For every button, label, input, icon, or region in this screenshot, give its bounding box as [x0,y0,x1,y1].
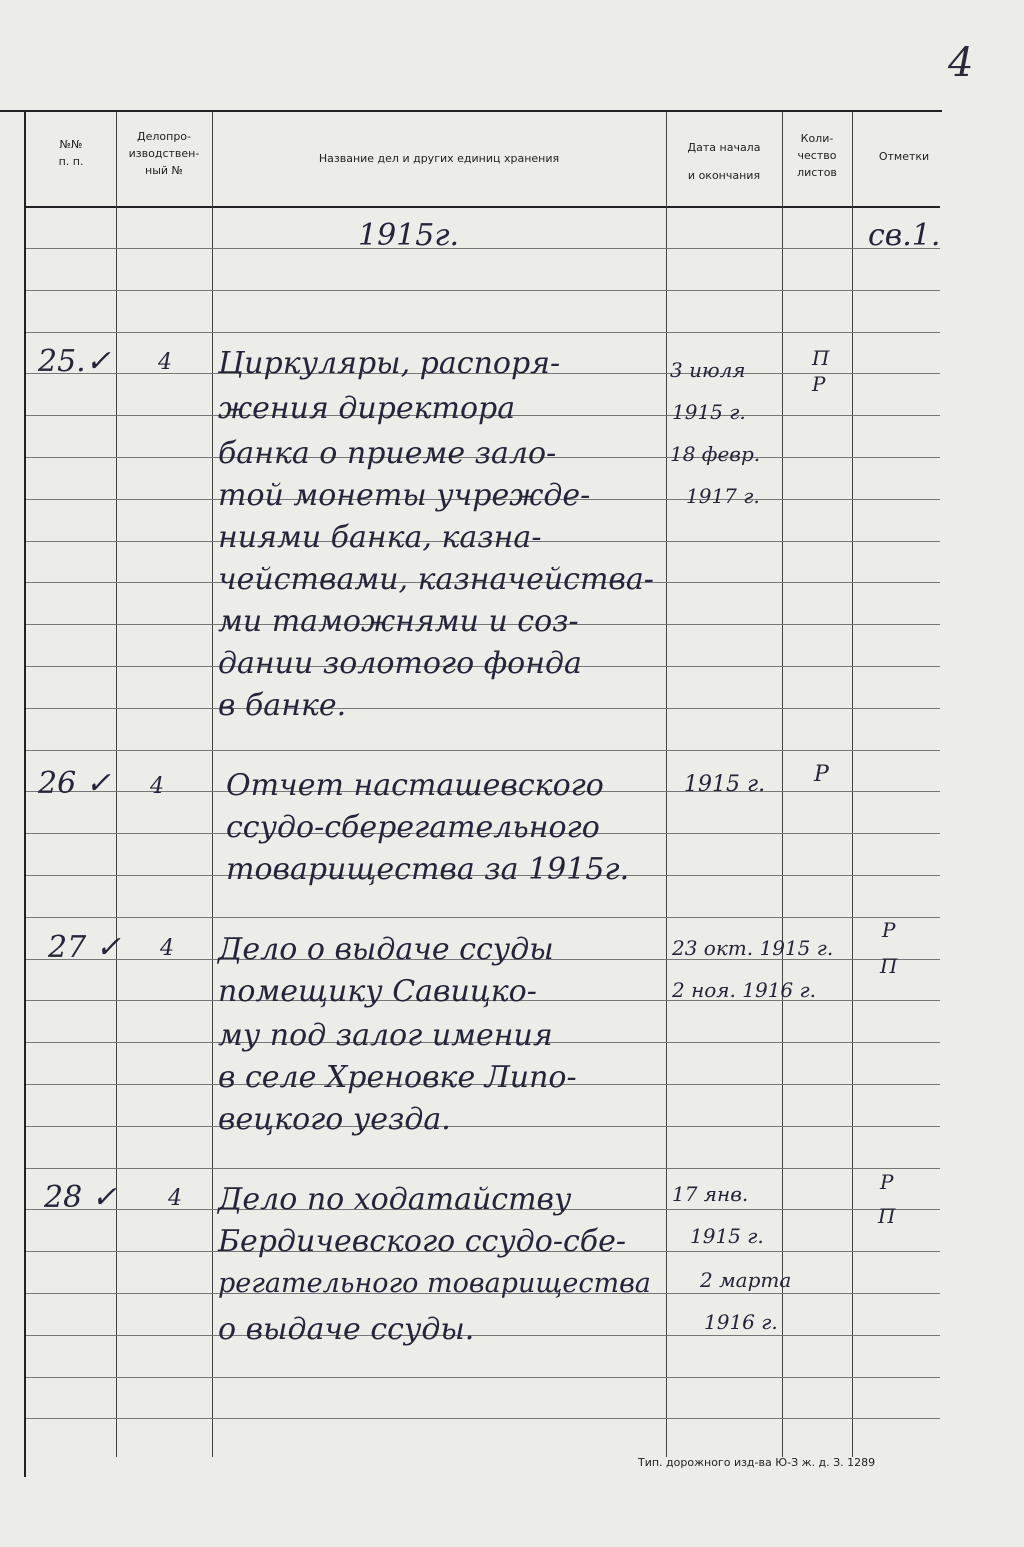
printer-imprint: Тип. дорожного изд-ва Ю-З ж. д. З. 1289 [638,1456,876,1469]
entry-number: 27 ✓ [48,930,121,965]
title-line: ниями банка, казна- [218,520,542,555]
header-col-sheets: Коли- чество листов [797,132,837,179]
table-top-rule [0,110,942,112]
title-line: в банке. [218,688,347,723]
date-line: 3 июля [670,358,746,382]
title-line: той монеты учрежде- [218,478,591,513]
ruled-line [26,1126,940,1127]
title-line: Дело по ходатайству [218,1182,572,1217]
title-line: в селе Хреновке Липо- [218,1060,577,1095]
entry-office-number: 4 [150,774,164,799]
ruled-line [26,750,940,751]
date-line: 1916 г. [704,1310,778,1334]
ruled-line [26,332,940,333]
title-line: жения директора [218,391,516,426]
sheets-mark: Р [812,372,826,396]
column-line [666,112,667,1457]
date-line: 1915 г. [690,1224,764,1248]
ruled-line [26,248,940,249]
ruled-line [26,708,940,709]
page-number: 4 [948,40,974,86]
date-line: 2 ноя. 1916 г. [672,978,816,1002]
date-line: 18 февр. [670,442,761,466]
year-heading: 1915г. [358,218,460,253]
sheets-mark: П [812,346,830,370]
title-line: вецкого уезда. [218,1102,451,1137]
ruled-line [26,917,940,918]
header-col-title: Название дел и других единиц хранения [318,152,560,165]
title-line: дании золотого фонда [218,646,582,681]
ruled-line [26,1335,940,1336]
date-line: 2 марта [700,1268,792,1292]
ruled-line [26,1377,940,1378]
entry-number: 25.✓ [38,344,111,379]
column-line [116,112,117,1457]
header-bottom-rule [24,206,940,208]
ruled-line [26,1418,940,1419]
volume-mark: св.1. [868,218,941,253]
header-col-no: №№ п. п. [58,138,84,168]
entry-office-number: 4 [168,1186,182,1211]
title-line: помещику Савицко- [218,974,537,1009]
entry-number: 28 ✓ [44,1180,117,1215]
column-line [782,112,783,1457]
date-line: 17 янв. [672,1182,749,1206]
title-line: Дело о выдаче ссуды [218,932,554,967]
header-col-office-no: Делопро- изводствен- ный № [128,130,200,177]
title-line: о выдаче ссуды. [218,1312,475,1347]
sheets-mark: Р [814,762,829,787]
notes-mark: Р [882,918,896,942]
date-line: 1915 г. [684,772,766,797]
ruled-line [26,290,940,291]
title-line: регательного товарищества [218,1268,651,1299]
notes-mark: П [878,1204,896,1228]
title-line: Отчет насташевского [226,768,604,803]
header-col-dates: Дата начала и окончания [687,141,761,182]
entry-number: 26 ✓ [38,766,111,801]
title-line: чействами, казначейства- [218,562,654,597]
date-line: 1915 г. [672,400,746,424]
column-line [852,112,853,1457]
date-line: 23 окт. 1915 г. [672,936,834,960]
title-line: ми таможнями и соз- [218,604,579,639]
title-line: му под залог имения [218,1018,553,1053]
title-line: Циркуляры, распоря- [218,346,561,381]
header-col-notes: Отметки [878,150,930,163]
notes-mark: Р [880,1170,894,1194]
notes-mark: П [880,954,898,978]
column-line [212,112,213,1457]
title-line: товарищества за 1915г. [226,852,630,887]
entry-office-number: 4 [160,936,174,961]
entry-office-number: 4 [158,350,172,375]
title-line: ссудо-сберегательного [226,810,600,845]
title-line: Бердичевского ссудо-сбе- [218,1224,626,1259]
column-line [24,112,26,1477]
date-line: 1917 г. [686,484,760,508]
title-line: банка о приеме зало- [218,436,557,471]
ruled-line [26,1168,940,1169]
